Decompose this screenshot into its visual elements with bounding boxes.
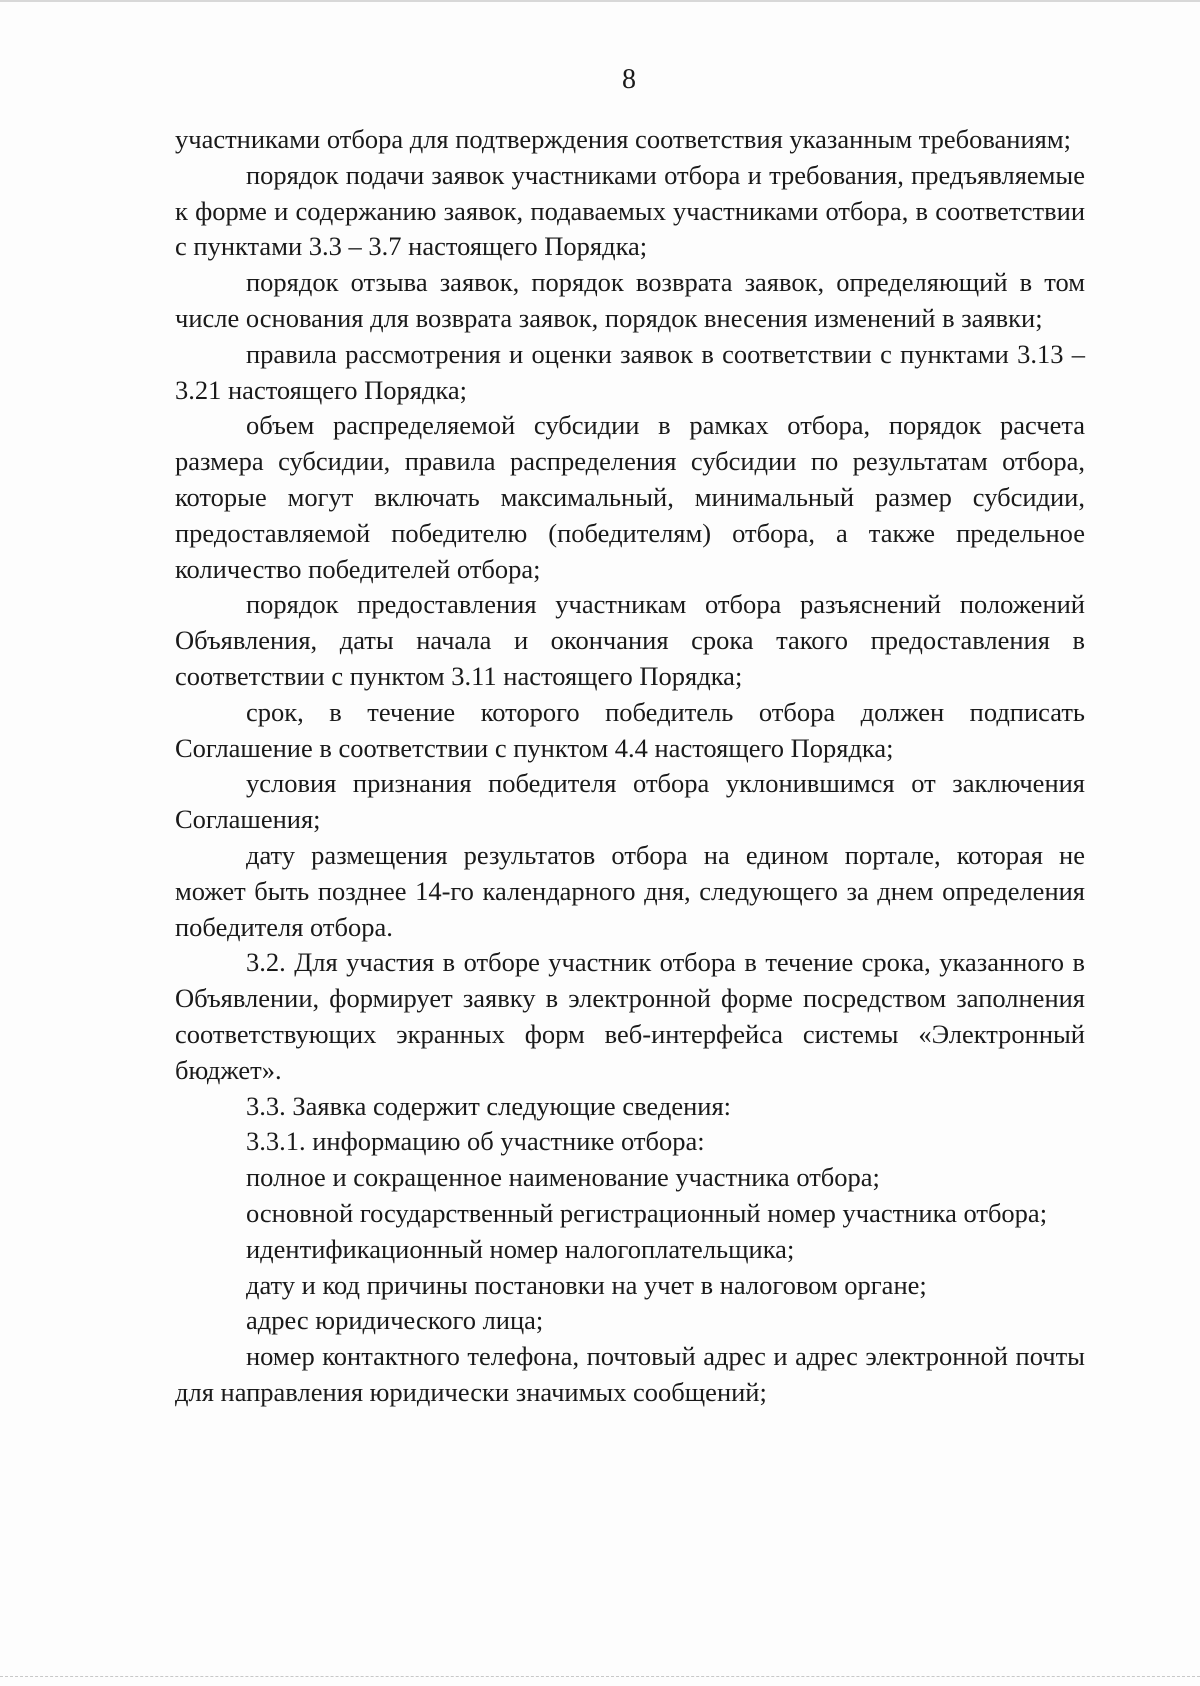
scan-edge-top <box>0 0 1200 2</box>
paragraph: порядок предоставления участникам отбора разъяснений положений Объявления, даты начала и окончания срока такого предоставления в соответствии с пунктом 3.11 настоящего Порядка; <box>175 589 1085 691</box>
page-number: 8 <box>622 64 636 95</box>
paragraph: номер контактного телефона, почтовый адрес и адрес электронной почты для направления юридически значимых сообщений; <box>175 1341 1085 1407</box>
paragraph: порядок подачи заявок участниками отбора и требования, предъявляемые к форме и содержанию заявок, подаваемых участниками отбора, в соответствии с пунктами 3.3 – 3.7 настоящего Порядка; <box>175 159 1085 262</box>
paragraph: правила рассмотрения и оценки заявок в соответствии с пунктами 3.13 – 3.21 настоящего Порядка; <box>175 338 1085 405</box>
paragraph: адрес юридического лица; <box>246 1305 544 1336</box>
paragraph-section-3-3-1: 3.3.1. информацию об участнике отбора: <box>246 1126 705 1157</box>
paragraph: объем распределяемой субсидии в рамках отбора, порядок расчета размера субсидии, правила распределения субсидии по результатам отбора, которые могут включать максимальный, минимальный размер субсидии, предоставляемой победителю (победителям) отбора, а также предельное количество победителей отбора; <box>175 410 1085 584</box>
paragraph: дату и код причины постановки на учет в налоговом органе; <box>246 1269 927 1300</box>
paragraph: дату размещения результатов отбора на едином портале, которая не может быть позднее 14-го календарного дня, следующего за днем определения победителя отбора. <box>175 839 1085 942</box>
document-body <box>175 122 1085 1411</box>
paragraph-section-3-3: 3.3. Заявка содержит следующие сведения: <box>246 1090 732 1121</box>
paragraph: основной государственный регистрационный номер участника отбора; <box>246 1197 1048 1228</box>
scan-edge-bottom <box>0 1676 1200 1678</box>
paragraph: условия признания победителя отбора уклонившимся от заключения Соглашения; <box>175 768 1085 835</box>
paragraph-continuation: участниками отбора для подтверждения соответствия указанным требованиям; <box>175 124 1071 154</box>
paragraph: срок, в течение которого победитель отбора должен подписать Соглашение в соответствии с пунктом 4.4 настоящего Порядка; <box>175 696 1085 763</box>
paragraph: полное и сокращенное наименование участника отбора; <box>246 1162 880 1193</box>
paragraph: порядок отзыва заявок, порядок возврата заявок, определяющий в том числе основания для возврата заявок, порядок внесения изменений в заявки; <box>175 267 1085 333</box>
paragraph-section-3-2: 3.2. Для участия в отборе участник отбора в течение срока, указанного в Объявлении, формирует заявку в электронной форме посредством заполнения соответствующих экранных форм веб-интерфейса системы «Электронный бюджет». <box>175 947 1085 1085</box>
paragraph: идентификационный номер налогоплательщика; <box>246 1233 795 1264</box>
